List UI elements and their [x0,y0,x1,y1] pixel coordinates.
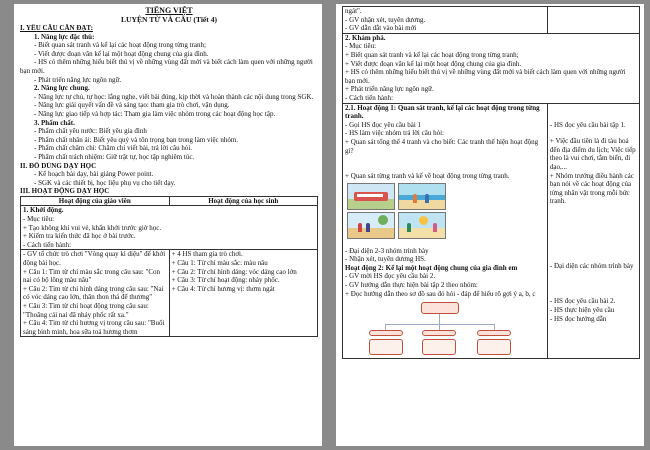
text-line: + Câu 4: Tìm từ chỉ hương vị trong câu sau: "Buổi sáng bình minh, hoa sữa toả hương thơm [23,319,165,336]
text-line: + Viết được đoạn văn kể lại một hoạt động chung của gia đình. [345,59,522,68]
activity-title: 2.1. Hoạt động 1: Quan sát tranh, kể lại các hoạt động trong từng tranh. [345,103,540,121]
text-line: - Phẩm chất trách nhiệm: Giữ trật tự, học tập nghiêm túc. [34,152,195,161]
text-line: ngát". [345,7,362,15]
text-line: - Phẩm chất yêu nước: Biết yêu gia đình [34,127,147,136]
text-line: + Nhóm trưởng điều hành các bạn nói về các hoạt động của từng nhân vật trong mỗi bức tranh. [549,171,634,206]
activity-title: 2. Khám phá. [345,33,386,42]
student-cell [547,103,639,359]
text-line: + Biết quan sát tranh và kể lại các hoạt động trong từng tranh; [345,50,519,59]
diagram-node-a [369,330,403,336]
table-row [343,33,640,103]
spacer [550,129,637,137]
text-line: - HS có thêm những hiểu biết thú vị về những vùng đất mới và biết cách làm quen với những người bạn mới. [20,58,313,75]
left-page-content [20,6,318,337]
student-cell [169,250,318,337]
text-line: - Năng lực giao tiếp và hợp tác: Tham gia làm việc nhóm trong các hoạt động học tập. [34,109,276,118]
diagram-center-node [421,302,459,314]
text-line: - Biết quan sát tranh và kể lại các hoạt động trong từng tranh; [34,41,206,50]
text-line: + 4 HS tham gia trò chơi. [171,250,243,259]
picture-play [398,212,446,239]
right-page [336,4,644,446]
sub-heading: 2. Năng lực chung. [34,84,90,93]
text-line: + Câu 4: Từ chỉ hương vị: thơm ngát [171,284,275,293]
text-line: + Phát triển năng lực ngôn ngữ. [345,85,434,94]
diagram-leaf-b [422,339,456,355]
text-line: - GV tổ chức trò chơi "Vòng quay kì diệu" để khởi động bài học. [23,250,166,268]
text-line: + Câu 2: Tìm từ chỉ hình dáng trong câu sau: "Nai có vóc dáng cao lớn, thân thon thả để thương" [23,284,164,302]
text-line: + Câu 1: Từ chỉ màu sắc: màu nâu [171,259,268,268]
spacer [550,206,637,262]
spacer [550,104,637,121]
text-line: + Tạo không khí vui vẻ, khấn khởi trước giờ học. [23,223,162,232]
picture-train [347,183,395,210]
text-line: - Phát triển năng lực ngôn ngữ. [34,75,122,84]
text-line: + Câu 1: Tìm từ chỉ màu sắc trong câu sau: "Con nai có bộ lông màu nâu" [23,267,161,285]
column-header-teacher: Hoạt động của giáo viên [21,196,170,206]
section-heading: III. HOẠT ĐỘNG DẠY HỌC [20,187,110,196]
text-line: - Cách tiến hành: [23,240,72,249]
text-line: + Câu 2: Từ chỉ hình dáng: vóc dáng cao lớn [171,267,297,276]
section-heading: I. YÊU CẦU CẦN ĐẠT: [20,24,93,32]
spacer [550,270,637,297]
right-page-content [342,6,640,359]
text-line: + Đọc hướng dẫn theo sơ đồ sau đó hỏi - đáp để hiểu rõ gợi ý a, b, c [345,289,536,298]
illustration-row-2 [347,212,545,239]
teacher-cell [343,7,548,34]
text-line: - Kế hoạch bài dạy, bài giảng Power point. [34,170,154,179]
text-line: - HS đọc hướng dẫn [549,314,607,323]
diagram-leaf-c [477,339,511,355]
mind-map-diagram [365,300,515,358]
text-line: - Cách tiến hành: [345,93,394,102]
text-line: - HS làm việc nhóm trả lời câu hỏi: [345,129,444,138]
lesson-table-continued [342,6,640,359]
table-row [21,206,318,250]
text-line: - HS thực hiện yêu cầu [549,306,615,315]
text-line: - Năng lực giải quyết vấn đề và sáng tạo: tham gia trò chơi, vận dụng. [34,101,230,110]
picture-walk [347,212,395,239]
teacher-cell [21,250,170,337]
text-line: + HS có thêm những hiểu biết thú vị về những vùng đất mới và biết cách làm quen với những người bạn mới. [345,68,626,85]
text-line: - Phẩm chất chăm chỉ: Chăm chỉ viết bài, trả lời câu hỏi. [34,144,193,153]
text-line: - Đại diện các nhóm trình bày [549,261,634,270]
text-line: - Gọi HS đọc yêu cầu bài 1 [345,120,422,129]
illustration-row-1 [347,183,545,210]
activity-title: 1. Khởi động. [23,206,64,215]
text-line: + Câu 3: Tìm từ chỉ hoạt động trong câu sau: "Thoăng cái nai đã nhảy phốc rất xa." [23,302,149,319]
student-cell [547,7,639,34]
column-header-student: Hoạt động của học sinh [169,196,318,206]
text-line: + Kiểm tra kiến thức đã học ở bài trước. [23,232,136,241]
diagram-node-b [422,330,456,336]
text-line: - Đại diện 2-3 nhóm trình bày [345,246,429,255]
activity-title: Hoạt động 2: Kể lại một hoạt động chung của gia đình em [345,263,518,272]
text-line: - Năng lực tự chủ, tự học: lắng nghe, viết bài đúng, kịp thời và hoàn thành các nội dung trong SGK. [34,92,314,101]
lesson-table [20,196,318,338]
picture-beach [398,183,446,210]
teacher-cell [343,103,548,359]
text-line: - Phẩm chất nhân ái: Biết yêu quý và tôn trọng bạn trong làm việc nhóm. [34,135,239,144]
text-line: - GV dẫn dắt vào bài mới [345,24,417,33]
spacer [345,155,545,172]
diagram-leaf-a [369,339,403,355]
doc-title: TIẾNG VIỆT [145,6,193,15]
text-line: - Mục tiêu: [345,42,377,51]
diagram-node-c [477,330,511,336]
text-line: - Nhận xét, tuyên dương HS. [345,255,426,264]
text-line: - GV nhận xét, tuyên dương. [345,15,426,24]
left-page [14,4,322,446]
text-line: + Việc đầu tiên là đi tàu hoả đến địa điểm du lịch; Việc tiếp theo là vui chơi, tắm biển, đi dạo,... [549,137,636,171]
text-line: + Câu 3: Từ chỉ hoạt động: nhảy phốc. [171,276,280,285]
sub-heading: 3. Phẩm chất. [34,118,75,127]
lesson-title: LUYỆN TỪ VÀ CÂU (Tiết 4) [120,15,218,24]
sub-heading: 1. Năng lực đặc thù: [34,32,95,41]
text-line: - HS đọc yêu cầu bài 2. [549,297,616,306]
text-line: - Viết được đoạn văn kể lại một hoạt động chung của gia đình. [34,49,209,58]
text-line: - Mục tiêu: [23,215,55,224]
text-line: - HS đọc yêu cầu bài tập 1. [549,120,626,129]
text-line: + Quan sát từng tranh và kể về hoạt động trong từng tranh. [345,172,510,181]
text-line: - GV hướng dẫn thực hiện bài tập 2 theo nhóm: [345,281,478,290]
text-line: + Quan sát tổng thể 4 tranh và cho biết: Các tranh thể hiện hoạt động gì? [345,137,539,155]
section-heading: II. ĐỒ DÙNG DẠY HỌC [20,161,97,170]
text-line: - GV mời HS đọc yêu cầu bài 2. [345,272,436,281]
text-line: - SGK và các thiết bị, học liệu phụ vụ cho tiết dạy. [34,178,176,187]
